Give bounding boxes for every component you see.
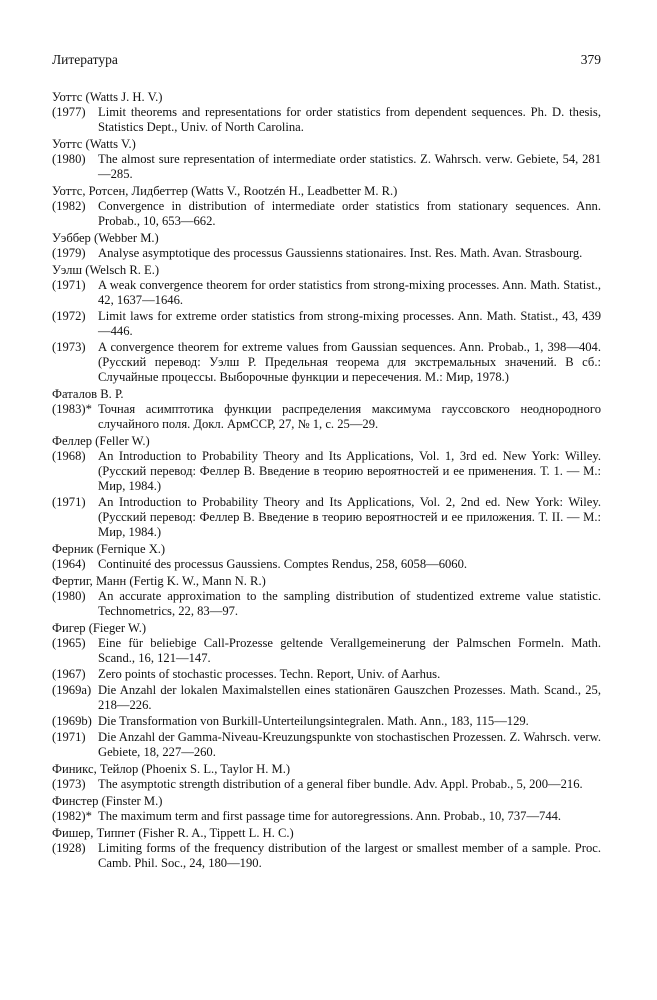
reference-item: [52, 340, 601, 385]
reference-item: [52, 557, 601, 572]
reference-text: The almost sure representation of intermediate order statistics. Z. Wahrsch. verw. Gebiete, 54, 281—285.: [98, 152, 601, 181]
reference-text: Die Anzahl der lokalen Maximalstellen eines stationären Gauszchen Prozesses. Math. Scand., 25, 218—226.: [98, 683, 601, 712]
reference-year: (1980): [52, 589, 86, 603]
reference-text: The asymptotic strength distribution of a general fiber bundle. Adv. Appl. Probab., 5, 200—216.: [98, 777, 583, 791]
reference-text: An Introduction to Probability Theory and Its Applications, Vol. 1, 3rd ed. New York: Willey. (Русский перевод: Феллер В. Введение в теорию вероятностей и ее применения. Т. 1. — М.: Мир, 1984.): [98, 449, 601, 493]
reference-year: (1967): [52, 667, 86, 681]
author-name: Уоттс (Watts V.): [52, 137, 136, 151]
reference-year: (1980): [52, 152, 86, 166]
author-name: Фертиг, Манн (Fertig K. W., Mann N. R.): [52, 574, 266, 588]
author-name: Ферник (Fernique X.): [52, 542, 166, 556]
reference-year: (1971): [52, 730, 86, 744]
reference-item: [52, 402, 601, 432]
reference-item: [52, 636, 601, 666]
reference-item: [52, 199, 601, 229]
reference-year: (1969b): [52, 714, 92, 728]
reference-text: Limit laws for extreme order statistics from strong-mixing processes. Ann. Math. Statist., 43, 439—446.: [98, 309, 601, 338]
reference-item: [52, 105, 601, 135]
reference-item: [52, 152, 601, 182]
running-header: [52, 52, 601, 72]
reference-year: (1973): [52, 777, 86, 791]
reference-text: Eine für beliebige Call-Prozesse geltende Verallgemeinerung der Palmschen Formeln. Math. Scand., 16, 121—147.: [98, 636, 601, 665]
reference-year: (1977): [52, 105, 86, 119]
reference-year: (1979): [52, 246, 86, 260]
reference-text: Limit theorems and representations for order statistics from dependent sequences. Ph. D. thesis, Statistics Dept., Univ. of North Carolina.: [98, 105, 601, 134]
reference-text: Convergence in distribution of intermediate order statistics from stationary sequences. Ann. Probab., 10, 653—662.: [98, 199, 601, 228]
reference-list: [52, 88, 601, 872]
reference-text: An accurate approximation to the sampling distribution of studentized extreme value statistic. Technometrics, 22, 83—97.: [98, 589, 601, 618]
reference-year: (1982)*: [52, 809, 92, 823]
reference-text: Continuité des processus Gaussiens. Comptes Rendus, 258, 6058—6060.: [98, 557, 468, 571]
reference-item: [52, 841, 601, 871]
author-name: Финстер (Finster M.): [52, 794, 163, 808]
author-name: Уэббер (Webber M.): [52, 231, 159, 245]
reference-item: [52, 683, 601, 713]
reference-year: (1983)*: [52, 402, 92, 416]
reference-text: Analyse asymptotique des processus Gaussienns stationaires. Inst. Res. Math. Avan. Strasbourg.: [98, 246, 583, 260]
reference-item: [52, 246, 601, 261]
section-title: Литература: [52, 52, 118, 67]
reference-text: A convergence theorem for extreme values from Gaussian sequences. Ann. Probab., 1, 398—404. (Русский перевод: Уэлш Р. Предельная теорема для экстремальных значений. В сб.: Случайные процессы. Выборочные функции и пересечения. М.: Мир, 1978.): [98, 340, 601, 384]
reference-year: (1982): [52, 199, 86, 213]
reference-year: (1971): [52, 495, 86, 509]
reference-year: (1964): [52, 557, 86, 571]
reference-item: [52, 495, 601, 540]
author-name: Фишер, Типпет (Fisher R. A., Tippett L. H. C.): [52, 826, 294, 840]
author-name: Финикс, Тейлор (Phoenix S. L., Taylor H. M.): [52, 762, 291, 776]
reference-item: [52, 777, 601, 792]
reference-item: [52, 278, 601, 308]
author-name: Фигер (Fieger W.): [52, 621, 147, 635]
reference-text: A weak convergence theorem for order statistics from strong-mixing processes. Ann. Math. Statist., 42, 1637—1646.: [98, 278, 601, 307]
reference-text: Die Transformation von Burkill-Unterteilungsintegralen. Math. Ann., 183, 115—129.: [98, 714, 529, 728]
reference-year: (1973): [52, 340, 86, 354]
author-name: Феллер (Feller W.): [52, 434, 150, 448]
author-name: Уоттс, Ротсен, Лидбеттер (Watts V., Rootzén H., Leadbetter M. R.): [52, 184, 398, 198]
reference-text: Limiting forms of the frequency distribution of the largest or smallest member of a sample. Proc. Camb. Phil. Soc., 24, 180—190.: [98, 841, 601, 870]
reference-item: [52, 714, 601, 729]
reference-text: An Introduction to Probability Theory and Its Applications, Vol. 2, 2nd ed. New York: Wiley. (Русский перевод: Феллер В. Введение в теорию вероятностей и ее приложения. Т. II. — М.: Мир, 1984.): [98, 495, 601, 539]
reference-item: [52, 730, 601, 760]
reference-text: The maximum term and first passage time for autoregressions. Ann. Probab., 10, 737—744.: [98, 809, 562, 823]
reference-text: Точная асимптотика функции распределения максимума гауссовского неоднородного случайного поля. Докл. АрмССР, 27, № 1, с. 25—29.: [98, 402, 601, 431]
reference-year: (1971): [52, 278, 86, 292]
reference-year: (1968): [52, 449, 86, 463]
reference-year: (1972): [52, 309, 86, 323]
author-name: Уэлш (Welsch R. E.): [52, 263, 160, 277]
reference-item: [52, 809, 601, 824]
page-number: 379: [580, 52, 601, 67]
reference-year: (1965): [52, 636, 86, 650]
reference-text: Zero points of stochastic processes. Techn. Report, Univ. of Aarhus.: [98, 667, 441, 681]
author-name: Уоттс (Watts J. H. V.): [52, 90, 163, 104]
reference-year: (1928): [52, 841, 86, 855]
reference-item: [52, 309, 601, 339]
reference-year: (1969a): [52, 683, 92, 697]
author-name: Фаталов В. Р.: [52, 387, 124, 401]
reference-text: Die Anzahl der Gamma-Niveau-Kreuzungspunkte von stochastischen Prozessen. Z. Wahrsch. verw. Gebiete, 18, 227—260.: [98, 730, 601, 759]
reference-item: [52, 449, 601, 494]
reference-item: [52, 667, 601, 682]
reference-item: [52, 589, 601, 619]
